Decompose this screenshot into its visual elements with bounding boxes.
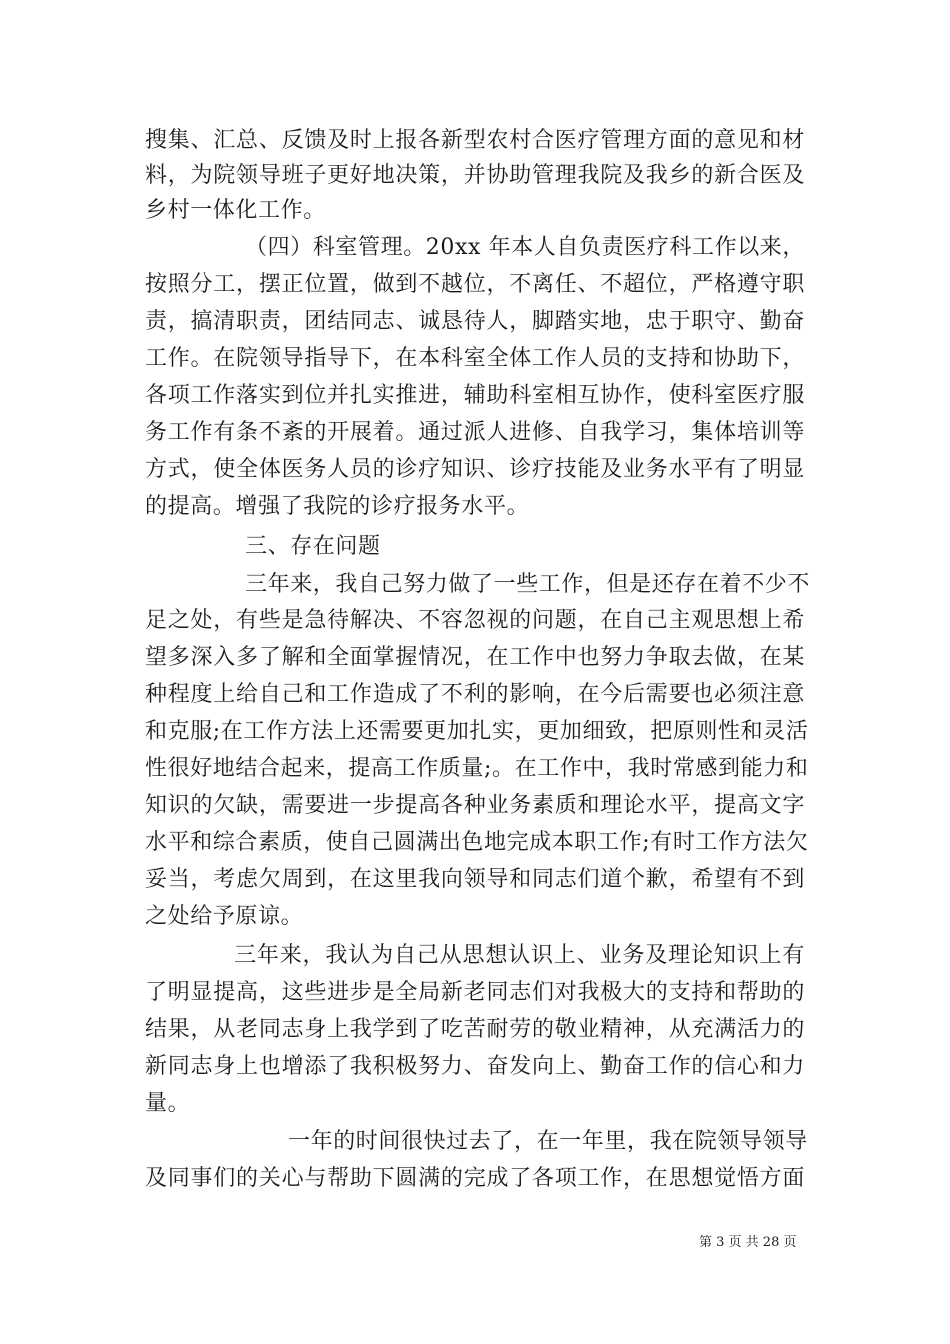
text-line: 工作。在院领导指导下，在本科室全体工作人员的支持和协助下， (145, 346, 805, 371)
text-line: 之处给予原谅。 (145, 904, 304, 929)
text-line: 乡村一体化工作。 (145, 198, 326, 223)
text-line: 知识的欠缺，需要进一步提高各种业务素质和理论水平，提高文字 (145, 793, 805, 818)
text-line: 的提高。增强了我院的诊疗报务水平。 (145, 494, 530, 519)
text-line: 结果，从老同志身上我学到了吃苦耐劳的敬业精神，从充满活力的 (145, 1017, 805, 1042)
text-line: 三年来，我自己努力做了一些工作，但是还存在着不少不 (245, 572, 811, 597)
text-line: 及同事们的关心与帮助下圆满的完成了各项工作，在思想觉悟方面 (145, 1166, 805, 1191)
text-line: 按照分工，摆正位置，做到不越位，不离任、不超位，严格遵守职 (145, 272, 805, 297)
text-line: 各项工作落实到位并扎实推进，辅助科室相互协作，使科室医疗服 (145, 383, 805, 408)
text-line: 了明显提高，这些进步是全局新老同志们对我极大的支持和帮助的 (145, 980, 805, 1005)
text-line: 量。 (145, 1091, 191, 1116)
text-line: 务工作有条不紊的开展着。通过派人进修、自我学习，集体培训等 (145, 420, 805, 445)
text-line: 三年来，我认为自己从思想认识上、业务及理论知识上有 (234, 943, 805, 968)
text-line: 足之处，有些是急待解决、不容忽视的问题，在自己主观思想上希 (145, 608, 805, 633)
text-line: （四）科室管理。20xx 年本人自负责医疗科工作以来， (245, 235, 806, 260)
text-line: 搜集、汇总、反馈及时上报各新型农村合医疗管理方面的意见和材 (145, 128, 805, 153)
section-heading: 三、存在问题 (245, 534, 381, 559)
text-line: 水平和综合素质，使自己圆满出色地完成本职工作;有时工作方法欠 (145, 830, 809, 855)
text-line: 责，搞清职责，团结同志、诚恳待人，脚踏实地，忠于职守、勤奋 (145, 309, 805, 334)
text-line: 和克服;在工作方法上还需要更加扎实，更加细致，把原则性和灵活 (145, 719, 809, 744)
text-line: 望多深入多了解和全面掌握情况，在工作中也努力争取去做，在某 (145, 645, 805, 670)
text-line: 新同志身上也增添了我积极努力、奋发向上、勤奋工作的信心和力 (145, 1054, 805, 1079)
text-line: 妥当，考虑欠周到，在这里我向领导和同志们道个歉，希望有不到 (145, 867, 805, 892)
page-number: 第 3 页 共 28 页 (699, 1235, 797, 1250)
text-line: 一年的时间很快过去了，在一年里，我在院领导领导 (288, 1129, 808, 1154)
text-line: 性很好地结合起来，提高工作质量;。在工作中，我时常感到能力和 (145, 756, 809, 781)
text-line: 料，为院领导班子更好地决策，并协助管理我院及我乡的新合医及 (145, 163, 805, 188)
text-line: 种程度上给自己和工作造成了不利的影响，在今后需要也必须注意 (145, 682, 805, 707)
text-line: 方式，使全体医务人员的诊疗知识、诊疗技能及业务水平有了明显 (145, 457, 805, 482)
